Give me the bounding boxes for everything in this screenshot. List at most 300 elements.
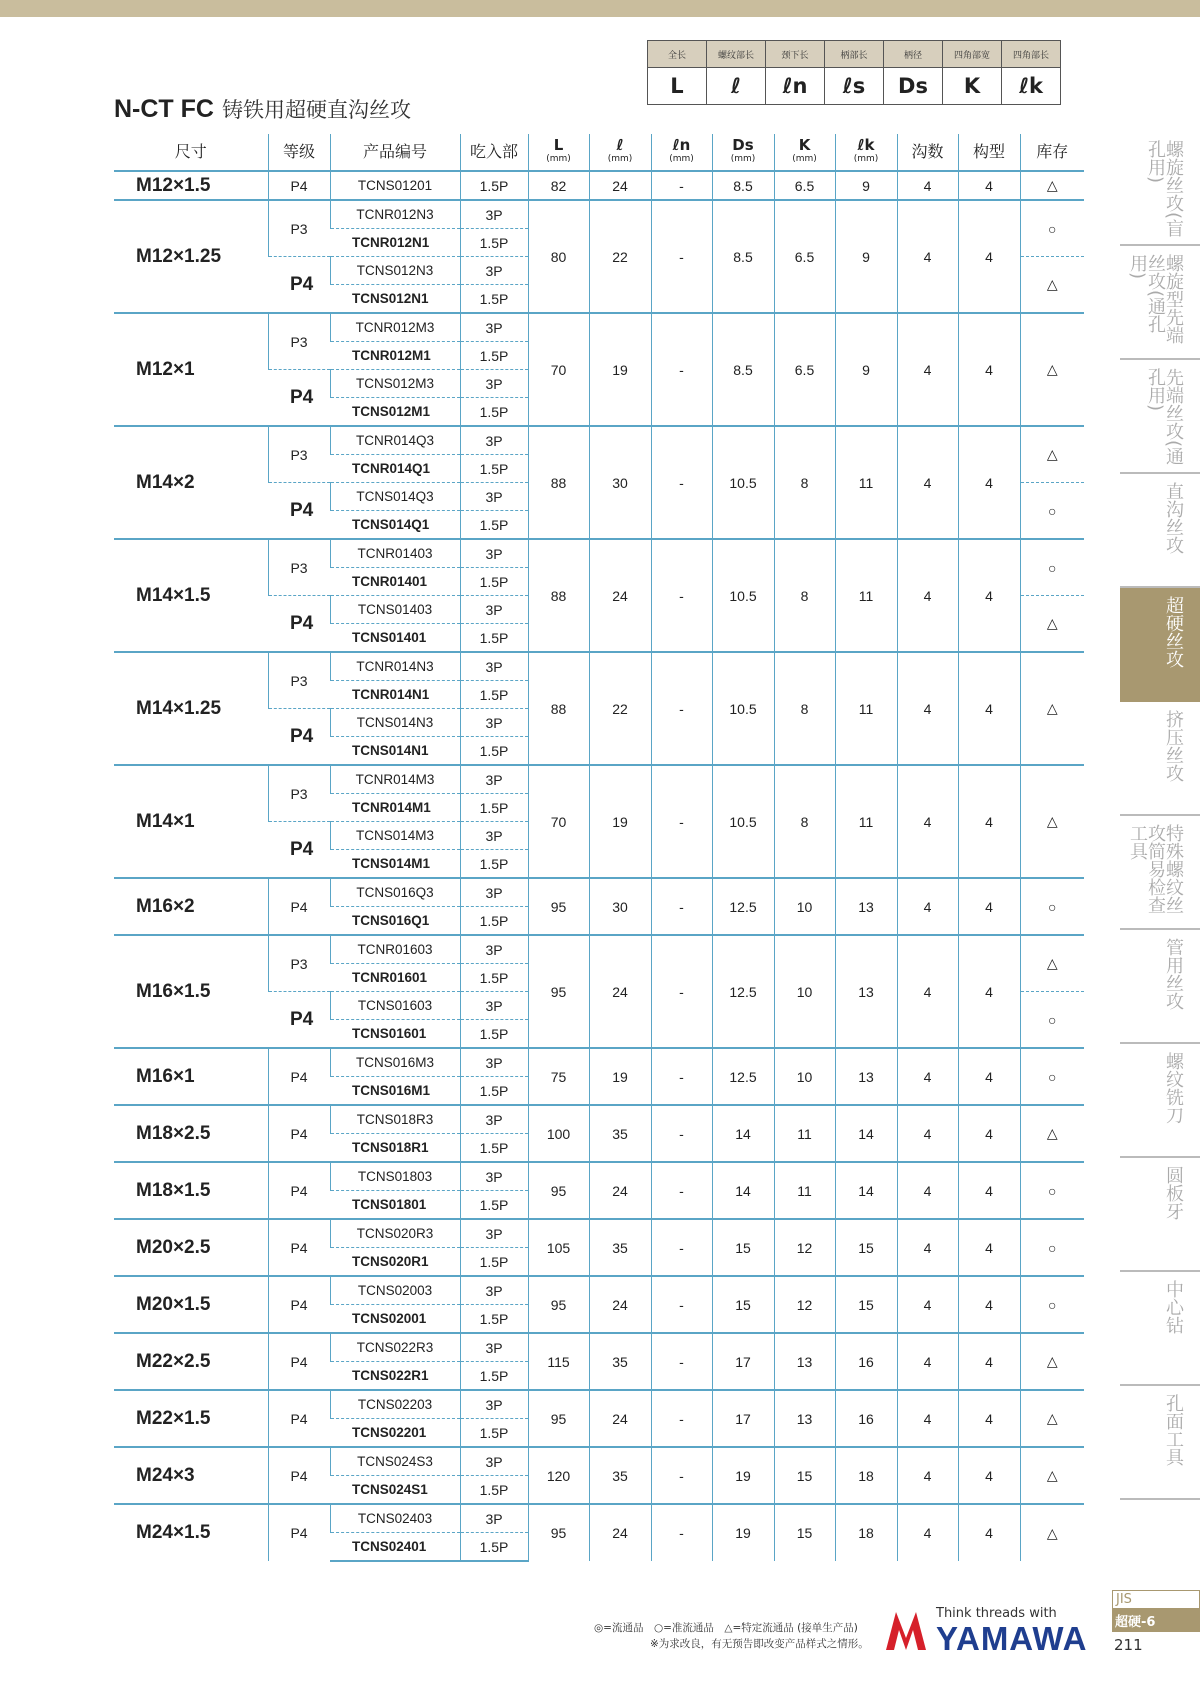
size-cell: M24×3 — [114, 1447, 268, 1504]
ln-cell: - — [651, 171, 712, 200]
stock-status-cell: △ — [1020, 171, 1084, 200]
size-cell: M12×1.5 — [114, 171, 268, 200]
stock-status-cell: △ — [1020, 1447, 1084, 1504]
chamfer-cell: 1.5P — [460, 1248, 528, 1277]
product-code-cell: TCNR012M1 — [330, 342, 460, 370]
product-code-cell: TCNS024S1 — [330, 1476, 460, 1505]
grade-cell: P4 — [268, 992, 330, 1049]
Ds-cell: 12.5 — [712, 878, 774, 935]
lk-cell: 13 — [835, 1048, 897, 1105]
legend-symbol-cell: ℓk — [1002, 68, 1061, 105]
chamfer-cell: 3P — [460, 1276, 528, 1305]
size-cell: M18×1.5 — [114, 1162, 268, 1219]
l-cell: 24 — [589, 171, 651, 200]
side-tab[interactable] — [1120, 702, 1200, 816]
product-code-cell: TCNS02203 — [330, 1390, 460, 1419]
product-code-cell: TCNS014N3 — [330, 709, 460, 737]
l-cell: 35 — [589, 1333, 651, 1390]
Ds-cell: 8.5 — [712, 171, 774, 200]
product-code-cell: TCNS014M1 — [330, 850, 460, 879]
grade-cell: P4 — [268, 370, 330, 427]
Ds-cell: 19 — [712, 1447, 774, 1504]
lk-cell: 11 — [835, 539, 897, 652]
K-cell: 6.5 — [774, 313, 835, 426]
table-row — [114, 935, 1084, 964]
K-cell: 10 — [774, 1048, 835, 1105]
product-code-cell: TCNS022R3 — [330, 1333, 460, 1362]
chamfer-cell: 3P — [460, 709, 528, 737]
stock-status-cell: △ — [1020, 652, 1084, 765]
flutes-cell: 4 — [897, 200, 958, 313]
legend-header-cell: 颈下长 — [766, 41, 825, 68]
chamfer-cell: 3P — [460, 483, 528, 511]
side-tab-label: 螺纹铣刀 — [1163, 1052, 1184, 1124]
table-row — [114, 652, 1084, 681]
chamfer-cell: 3P — [460, 200, 528, 229]
flutes-cell: 4 — [897, 878, 958, 935]
side-tab[interactable] — [1120, 1158, 1200, 1272]
chamfer-cell: 3P — [460, 765, 528, 794]
size-cell: M22×1.5 — [114, 1390, 268, 1447]
side-tab[interactable] — [1120, 1386, 1200, 1500]
lk-cell: 11 — [835, 652, 897, 765]
table-header-row — [114, 134, 1084, 171]
ln-cell: - — [651, 313, 712, 426]
flutes-cell: 4 — [897, 1276, 958, 1333]
table-row — [114, 1504, 1084, 1533]
product-code-cell: TCNS020R1 — [330, 1248, 460, 1277]
product-code-cell: TCNS018R3 — [330, 1105, 460, 1134]
flutes-cell: 4 — [897, 765, 958, 878]
header-size: 尺寸 — [114, 134, 268, 171]
product-code-cell: TCNS016M3 — [330, 1048, 460, 1077]
header-K: K (mm) — [774, 134, 835, 171]
side-tab-label: 螺旋丝攻(盲孔用) — [1145, 140, 1184, 238]
chamfer-cell: 3P — [460, 1219, 528, 1248]
stock-status-cell: ○ — [1020, 1162, 1084, 1219]
L-cell: 95 — [528, 1276, 589, 1333]
type-cell: 4 — [958, 200, 1020, 313]
K-cell: 6.5 — [774, 200, 835, 313]
side-tab[interactable] — [1120, 1272, 1200, 1386]
product-code-cell: TCNS024S3 — [330, 1447, 460, 1476]
product-code-cell: TCNS016M1 — [330, 1077, 460, 1106]
legend-symbol-cell: Ds — [884, 68, 943, 105]
chamfer-cell: 1.5P — [460, 285, 528, 314]
table-row — [114, 200, 1084, 229]
header-grade: 等级 — [268, 134, 330, 171]
product-code-cell: TCNS012M1 — [330, 398, 460, 427]
L-cell: 95 — [528, 935, 589, 1048]
header-stock: 库存 — [1020, 134, 1084, 171]
legend-symbol-cell: ℓ — [707, 68, 766, 105]
K-cell: 8 — [774, 652, 835, 765]
lk-cell: 9 — [835, 313, 897, 426]
product-code-cell: TCNS016Q1 — [330, 907, 460, 936]
chamfer-cell: 1.5P — [460, 794, 528, 822]
ln-cell: - — [651, 1162, 712, 1219]
chamfer-cell: 3P — [460, 992, 528, 1020]
Ds-cell: 14 — [712, 1105, 774, 1162]
l-cell: 19 — [589, 765, 651, 878]
K-cell: 11 — [774, 1162, 835, 1219]
grade-cell: P3 — [268, 935, 330, 992]
ln-cell: - — [651, 1447, 712, 1504]
ln-cell: - — [651, 1105, 712, 1162]
lk-cell: 14 — [835, 1162, 897, 1219]
side-tab[interactable] — [1120, 588, 1200, 702]
type-cell: 4 — [958, 539, 1020, 652]
Ds-cell: 12.5 — [712, 1048, 774, 1105]
grade-cell: P4 — [268, 1105, 330, 1162]
table-row — [114, 171, 1084, 200]
grade-cell: P4 — [268, 1162, 330, 1219]
side-tab[interactable] — [1120, 474, 1200, 588]
Ds-cell: 14 — [712, 1162, 774, 1219]
grade-cell: P4 — [268, 257, 330, 314]
grade-cell: P3 — [268, 539, 330, 596]
side-tab[interactable] — [1120, 1044, 1200, 1158]
stock-status-cell: ○ — [1020, 1048, 1084, 1105]
product-code-cell: TCNS014Q3 — [330, 483, 460, 511]
K-cell: 6.5 — [774, 171, 835, 200]
standard-label: JIS — [1112, 1590, 1200, 1609]
stock-status-cell: △ — [1020, 313, 1084, 426]
flutes-cell: 4 — [897, 1162, 958, 1219]
product-code-cell: TCNR014Q3 — [330, 426, 460, 455]
table-row — [114, 1333, 1084, 1362]
chamfer-cell: 3P — [460, 1333, 528, 1362]
section-index-tabs — [1120, 132, 1200, 1500]
chamfer-cell: 3P — [460, 370, 528, 398]
flutes-cell: 4 — [897, 1105, 958, 1162]
chamfer-cell: 1.5P — [460, 1020, 528, 1049]
chamfer-cell: 3P — [460, 313, 528, 342]
side-tab-label: 中心钻 — [1163, 1280, 1184, 1334]
legend-header-cell: 柄部长 — [825, 41, 884, 68]
table-row — [114, 426, 1084, 455]
chamfer-cell: 1.5P — [460, 850, 528, 879]
product-code-cell: TCNS01603 — [330, 992, 460, 1020]
chamfer-cell: 3P — [460, 1048, 528, 1077]
chamfer-cell: 3P — [460, 596, 528, 624]
L-cell: 88 — [528, 426, 589, 539]
top-color-bar — [0, 0, 1200, 17]
side-tab[interactable] — [1120, 360, 1200, 474]
grade-cell: P4 — [268, 596, 330, 653]
stock-status-cell: ○ — [1020, 483, 1084, 540]
product-code-cell: TCNS018R1 — [330, 1134, 460, 1163]
product-code-cell: TCNS02201 — [330, 1419, 460, 1448]
product-code-cell: TCNS02403 — [330, 1504, 460, 1533]
product-code-cell: TCNS01401 — [330, 624, 460, 653]
L-cell: 120 — [528, 1447, 589, 1504]
type-cell: 4 — [958, 935, 1020, 1048]
K-cell: 13 — [774, 1333, 835, 1390]
size-cell: M18×2.5 — [114, 1105, 268, 1162]
product-code-cell: TCNS01403 — [330, 596, 460, 624]
stock-status-cell: ○ — [1020, 878, 1084, 935]
product-code-cell: TCNR01403 — [330, 539, 460, 568]
flutes-cell: 4 — [897, 1504, 958, 1561]
flutes-cell: 4 — [897, 1390, 958, 1447]
flutes-cell: 4 — [897, 935, 958, 1048]
table-row — [114, 1219, 1084, 1248]
L-cell: 105 — [528, 1219, 589, 1276]
chamfer-cell: 1.5P — [460, 342, 528, 370]
chamfer-cell: 1.5P — [460, 229, 528, 257]
lk-cell: 11 — [835, 426, 897, 539]
footnote — [594, 1620, 869, 1652]
ln-cell: - — [651, 1333, 712, 1390]
product-code-cell: TCNR01401 — [330, 568, 460, 596]
size-cell: M16×1.5 — [114, 935, 268, 1048]
type-cell: 4 — [958, 1504, 1020, 1561]
product-code-cell: TCNS014Q1 — [330, 511, 460, 540]
table-row — [114, 1390, 1084, 1419]
size-cell: M16×2 — [114, 878, 268, 935]
l-cell: 24 — [589, 1162, 651, 1219]
side-tab[interactable] — [1120, 132, 1200, 246]
product-code-cell: TCNS012M3 — [330, 370, 460, 398]
product-code-cell: TCNR012N3 — [330, 200, 460, 229]
grade-cell: P4 — [268, 709, 330, 766]
product-code-cell: TCNS012N1 — [330, 285, 460, 314]
legend-header-cell: 螺纹部长 — [707, 41, 766, 68]
chamfer-cell: 1.5P — [460, 681, 528, 709]
lk-cell: 15 — [835, 1276, 897, 1333]
stock-legend-note: ◎=流通品 ○=准流通品 △=特定流通品 (接单生产品) — [594, 1622, 858, 1634]
chamfer-cell: 3P — [460, 1105, 528, 1134]
product-code-cell: TCNR014M3 — [330, 765, 460, 794]
ln-cell: - — [651, 652, 712, 765]
chamfer-cell: 3P — [460, 257, 528, 285]
L-cell: 88 — [528, 539, 589, 652]
stock-status-cell: △ — [1020, 765, 1084, 878]
Ds-cell: 17 — [712, 1333, 774, 1390]
lk-cell: 13 — [835, 935, 897, 1048]
ln-cell: - — [651, 1219, 712, 1276]
K-cell: 15 — [774, 1447, 835, 1504]
flutes-cell: 4 — [897, 313, 958, 426]
legend-header-cell: 全长 — [648, 41, 707, 68]
product-description: 铸铁用超硬直沟丝攻 — [221, 98, 411, 122]
chamfer-cell: 3P — [460, 1390, 528, 1419]
header-type: 构型 — [958, 134, 1020, 171]
chamfer-cell: 3P — [460, 1447, 528, 1476]
size-cell: M22×2.5 — [114, 1333, 268, 1390]
product-code-cell: TCNS02003 — [330, 1276, 460, 1305]
stock-status-cell: ○ — [1020, 200, 1084, 257]
l-cell: 24 — [589, 1390, 651, 1447]
l-cell: 24 — [589, 539, 651, 652]
type-cell: 4 — [958, 1105, 1020, 1162]
product-code-cell: TCNR014N3 — [330, 652, 460, 681]
yamawa-logo — [884, 1606, 1088, 1657]
lk-cell: 18 — [835, 1504, 897, 1561]
chamfer-cell: 1.5P — [460, 398, 528, 427]
Ds-cell: 15 — [712, 1276, 774, 1333]
K-cell: 15 — [774, 1504, 835, 1561]
stock-status-cell: △ — [1020, 596, 1084, 653]
chamfer-cell: 1.5P — [460, 1134, 528, 1163]
ln-cell: - — [651, 200, 712, 313]
side-tab[interactable] — [1120, 930, 1200, 1044]
product-code-cell: TCNR012N1 — [330, 229, 460, 257]
L-cell: 95 — [528, 1162, 589, 1219]
legend-symbol-cell: K — [943, 68, 1002, 105]
l-cell: 22 — [589, 200, 651, 313]
lk-cell: 14 — [835, 1105, 897, 1162]
Ds-cell: 10.5 — [712, 426, 774, 539]
ln-cell: - — [651, 1048, 712, 1105]
grade-cell: P3 — [268, 765, 330, 822]
product-code-cell: TCNS022R1 — [330, 1362, 460, 1391]
l-cell: 24 — [589, 1504, 651, 1561]
product-code-cell: TCNS02401 — [330, 1533, 460, 1562]
yamawa-logo-mark-icon — [884, 1608, 928, 1652]
lk-cell: 11 — [835, 765, 897, 878]
lk-cell: 13 — [835, 878, 897, 935]
side-tab-label: 挤压丝攻 — [1163, 710, 1184, 782]
type-cell: 4 — [958, 313, 1020, 426]
lk-cell: 9 — [835, 200, 897, 313]
side-tab-label: 超硬丝攻 — [1163, 596, 1184, 668]
product-code-cell: TCNR014M1 — [330, 794, 460, 822]
chamfer-cell: 1.5P — [460, 1533, 528, 1562]
K-cell: 11 — [774, 1105, 835, 1162]
lk-cell: 9 — [835, 171, 897, 200]
product-code-cell: TCNR012M3 — [330, 313, 460, 342]
K-cell: 8 — [774, 426, 835, 539]
ln-cell: - — [651, 1276, 712, 1333]
ln-cell: - — [651, 935, 712, 1048]
lk-cell: 18 — [835, 1447, 897, 1504]
L-cell: 115 — [528, 1333, 589, 1390]
logo-tagline: Think threads with — [936, 1606, 1057, 1621]
spec-table — [114, 134, 1084, 1562]
type-cell: 4 — [958, 426, 1020, 539]
l-cell: 35 — [589, 1105, 651, 1162]
Ds-cell: 15 — [712, 1219, 774, 1276]
L-cell: 95 — [528, 878, 589, 935]
size-cell: M14×2 — [114, 426, 268, 539]
size-cell: M20×2.5 — [114, 1219, 268, 1276]
side-tab[interactable] — [1120, 816, 1200, 930]
l-cell: 30 — [589, 878, 651, 935]
stock-status-cell: △ — [1020, 1333, 1084, 1390]
size-cell: M14×1 — [114, 765, 268, 878]
page-title — [114, 94, 411, 124]
legend-symbol-cell: ℓn — [766, 68, 825, 105]
product-code-cell: TCNS02001 — [330, 1305, 460, 1334]
L-cell: 100 — [528, 1105, 589, 1162]
ln-cell: - — [651, 878, 712, 935]
stock-status-cell: ○ — [1020, 1276, 1084, 1333]
type-cell: 4 — [958, 1447, 1020, 1504]
dimension-legend — [647, 40, 1061, 105]
product-code-cell: TCNS014M3 — [330, 822, 460, 850]
side-tab-label: 直沟丝攻 — [1163, 482, 1184, 554]
chamfer-cell: 1.5P — [460, 1305, 528, 1334]
page-number: 211 — [1114, 1636, 1143, 1654]
grade-cell: P4 — [268, 483, 330, 540]
chamfer-cell: 3P — [460, 426, 528, 455]
chamfer-cell: 1.5P — [460, 737, 528, 766]
stock-status-cell: △ — [1020, 1105, 1084, 1162]
product-code-cell: TCNR01601 — [330, 964, 460, 992]
l-cell: 35 — [589, 1447, 651, 1504]
Ds-cell: 12.5 — [712, 935, 774, 1048]
size-cell: M20×1.5 — [114, 1276, 268, 1333]
chamfer-cell: 1.5P — [460, 568, 528, 596]
K-cell: 12 — [774, 1219, 835, 1276]
product-code-cell: TCNS01803 — [330, 1162, 460, 1191]
chamfer-cell: 1.5P — [460, 1077, 528, 1106]
side-tab-label: 先端丝攻(通孔用) — [1145, 368, 1184, 466]
stock-status-cell: △ — [1020, 426, 1084, 483]
grade-cell: P3 — [268, 426, 330, 483]
l-cell: 19 — [589, 1048, 651, 1105]
chamfer-cell: 1.5P — [460, 455, 528, 483]
K-cell: 12 — [774, 1276, 835, 1333]
K-cell: 10 — [774, 935, 835, 1048]
side-tab-label: 圆板牙 — [1163, 1166, 1184, 1220]
flutes-cell: 4 — [897, 171, 958, 200]
grade-cell: P3 — [268, 313, 330, 370]
flutes-cell: 4 — [897, 1219, 958, 1276]
stock-status-cell: ○ — [1020, 1219, 1084, 1276]
product-code-cell: TCNR01603 — [330, 935, 460, 964]
table-row — [114, 1447, 1084, 1476]
flutes-cell: 4 — [897, 1333, 958, 1390]
table-row — [114, 1162, 1084, 1191]
legend-header-cell: 四角部长 — [1002, 41, 1061, 68]
flutes-cell: 4 — [897, 1447, 958, 1504]
Ds-cell: 10.5 — [712, 652, 774, 765]
side-tab-label: 特殊螺纹丝攻简易检查工具 — [1127, 824, 1184, 914]
type-cell: 4 — [958, 1333, 1020, 1390]
lk-cell: 16 — [835, 1333, 897, 1390]
grade-cell: P4 — [268, 1447, 330, 1504]
chamfer-cell: 1.5P — [460, 907, 528, 936]
page-indicator — [1112, 1590, 1200, 1658]
logo-brand: YAMAWA — [936, 1620, 1088, 1657]
side-tab[interactable] — [1120, 246, 1200, 360]
l-cell: 24 — [589, 935, 651, 1048]
l-cell: 24 — [589, 1276, 651, 1333]
K-cell: 13 — [774, 1390, 835, 1447]
stock-status-cell: △ — [1020, 1390, 1084, 1447]
size-cell: M14×1.5 — [114, 539, 268, 652]
chamfer-cell: 1.5P — [460, 1419, 528, 1448]
ln-cell: - — [651, 765, 712, 878]
K-cell: 8 — [774, 539, 835, 652]
side-tab-label: 管用丝攻 — [1163, 938, 1184, 1010]
stock-status-cell: △ — [1020, 257, 1084, 314]
header-l: ℓ (mm) — [589, 134, 651, 171]
type-cell: 4 — [958, 1390, 1020, 1447]
header-Ds: Ds (mm) — [712, 134, 774, 171]
stock-status-cell: ○ — [1020, 539, 1084, 596]
chamfer-cell: 1.5P — [460, 511, 528, 540]
table-row — [114, 765, 1084, 794]
table-row — [114, 539, 1084, 568]
size-cell: M12×1 — [114, 313, 268, 426]
Ds-cell: 8.5 — [712, 313, 774, 426]
chamfer-cell: 3P — [460, 1504, 528, 1533]
type-cell: 4 — [958, 171, 1020, 200]
